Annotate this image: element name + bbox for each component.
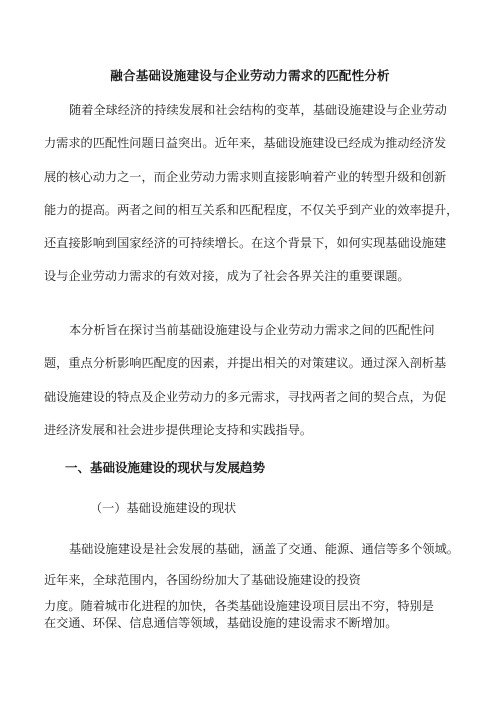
paragraph-line: 力度。随着城市化进程的加快，各类基础设施建设项目层出不穷，特别是 bbox=[44, 599, 434, 613]
purpose-paragraph bbox=[44, 314, 462, 447]
paragraph-line: 展的核心动力之一，而企业劳动力需求则直接影响着产业的转型升级和创新 bbox=[44, 169, 447, 184]
paragraph-line: 础设施建设的特点及企业劳动力的多元需求，寻找两者之间的契合点，为促 bbox=[44, 389, 447, 404]
paragraph-line: 还直接影响到国家经济的可持续增长。在这个背景下，如何实现基础设施建 bbox=[44, 236, 447, 251]
paragraph-line: 本分析旨在探讨当前基础设施建设与企业劳动力需求之间的匹配性问 bbox=[69, 323, 435, 337]
intro-paragraph bbox=[44, 94, 462, 294]
paragraph-line: 题，重点分析影响匹配度的因素，并提出相关的对策建议。通过深入剖析基 bbox=[44, 356, 447, 371]
document-title: 融合基础设施建设与企业劳动力需求的匹配性分析 bbox=[110, 68, 390, 83]
paragraph-line: 在交通、环保、信息通信等领域，基础设施的建设需求不断增加。 bbox=[44, 616, 398, 630]
paragraph-line: 能力的提高。两者之间的相互关系和匹配程度，不仅关乎到产业的效率提升， bbox=[44, 202, 459, 217]
section-heading: 一、基础设施建设的现状与发展趋势 bbox=[65, 460, 266, 475]
paragraph-line: 进经济发展和社会进步提供理论支持和实践指导。 bbox=[44, 422, 313, 437]
paragraph-line: 力需求的匹配性问题日益突出。近年来，基础设施建设已经成为推动经济发 bbox=[44, 136, 447, 151]
paragraph-line: 基础设施建设是社会发展的基础，涵盖了交通、能源、通信等多个领域。 bbox=[69, 542, 459, 556]
paragraph-line: 近年来，全球范围内，各国纷纷加大了基础设施建设的投资 bbox=[44, 573, 361, 587]
subsection-heading: （一）基础设施建设的现状 bbox=[90, 501, 237, 515]
paragraph-line: 设与企业劳动力需求的有效对接，成为了社会各界关注的重要课题。 bbox=[44, 269, 410, 284]
paragraph-line: 随着全球经济的持续发展和社会结构的变革，基础设施建设与企业劳动 bbox=[69, 103, 447, 117]
